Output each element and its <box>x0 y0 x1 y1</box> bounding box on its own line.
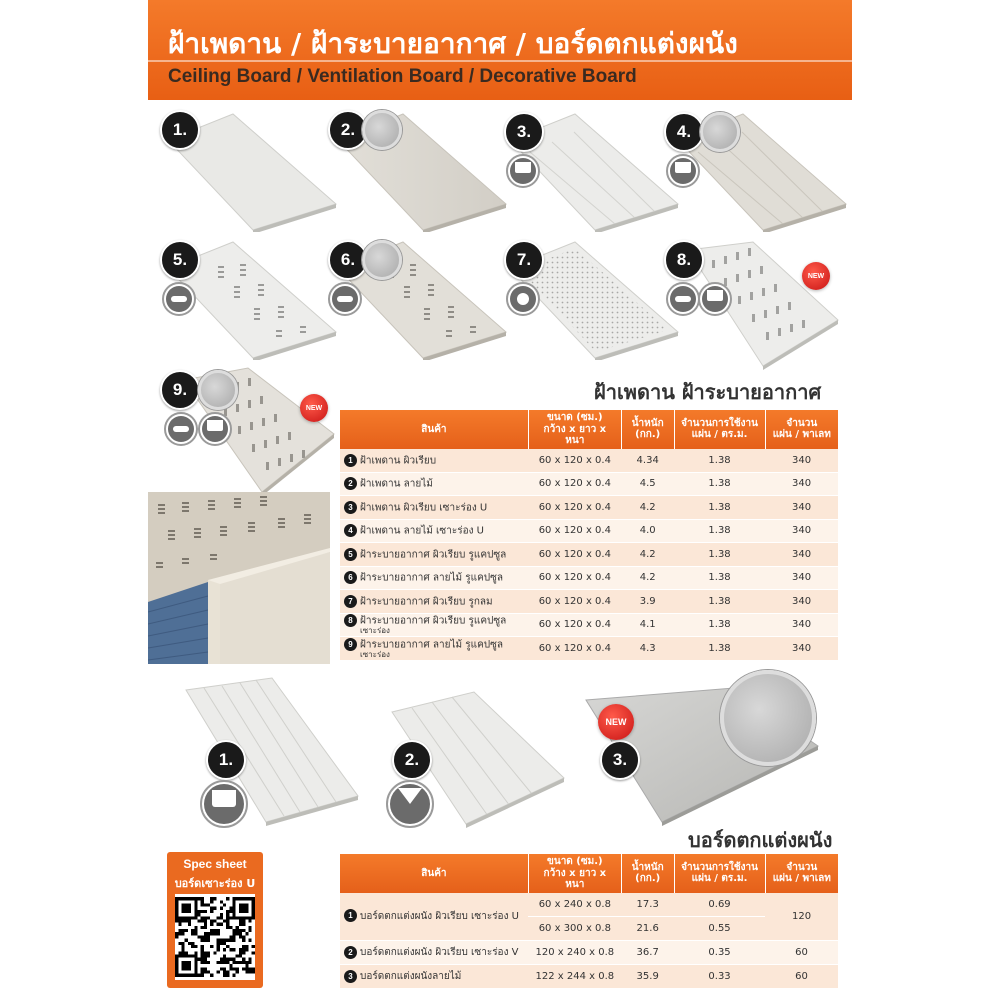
ceiling-spec-table <box>340 410 838 661</box>
weight-cell: 4.34 <box>621 449 674 473</box>
qty-cell: 60 <box>765 965 838 989</box>
col-header-qty <box>765 854 838 893</box>
weight-header-line2: (กก.) <box>635 873 661 885</box>
table-row <box>340 519 838 543</box>
row-number-badge: 2 <box>344 946 357 959</box>
table-row <box>340 590 838 614</box>
usage-cell: 1.38 <box>674 472 765 496</box>
size-cell: 60 x 120 x 0.4 <box>528 472 621 496</box>
size-cell: 60 x 300 x 0.8 <box>528 917 621 941</box>
usage-cell: 1.38 <box>674 613 765 637</box>
board-number-badge: 3. <box>504 112 544 152</box>
board-number-badge: 7. <box>504 240 544 280</box>
u-groove-icon <box>698 282 732 316</box>
board-number-badge: 2. <box>392 740 432 780</box>
new-badge: NEW <box>300 394 328 422</box>
capsule-hole-icon <box>162 282 196 316</box>
spec-sheet-subtitle: บอร์ดเซาะร่อง U <box>174 877 256 890</box>
table-row <box>340 566 838 590</box>
title-thai: ฝ้าเพดาน / ฝ้าระบายอากาศ / บอร์ดตกแต่งผนัง <box>168 27 738 60</box>
qty-cell: 340 <box>765 637 838 661</box>
product-cell <box>340 449 528 473</box>
qty-cell: 340 <box>765 566 838 590</box>
usage-cell: 0.69 <box>674 893 765 917</box>
row-number-badge: 2 <box>344 477 357 490</box>
table-row <box>340 496 838 520</box>
spec-sheet-box[interactable] <box>167 852 263 988</box>
weight-cell: 4.2 <box>621 543 674 567</box>
board-number-badge: 6. <box>328 240 368 280</box>
qty-cell: 340 <box>765 590 838 614</box>
col-header-weight <box>621 410 674 449</box>
spec-sheet-title: Spec sheet <box>183 857 247 871</box>
wood-texture-swatch <box>198 370 238 410</box>
board-number-badge: 8. <box>664 240 704 280</box>
qr-code[interactable] <box>175 894 255 980</box>
row-number-badge: 9 <box>344 638 357 651</box>
product-cell <box>340 965 528 989</box>
size-cell: 60 x 120 x 0.4 <box>528 519 621 543</box>
qty-cell: 340 <box>765 519 838 543</box>
usage-cell: 0.33 <box>674 965 765 989</box>
wood-texture-swatch <box>362 240 402 280</box>
size-cell: 120 x 240 x 0.8 <box>528 941 621 965</box>
weight-cell: 36.7 <box>621 941 674 965</box>
capsule-hole-icon <box>328 282 362 316</box>
table-row <box>340 613 838 637</box>
weight-header-line2: (กก.) <box>635 429 661 441</box>
usage-cell: 1.38 <box>674 543 765 567</box>
usage-cell: 0.55 <box>674 917 765 941</box>
wood-texture-swatch <box>362 110 402 150</box>
product-name: ฝ้าระบายอากาศ ลายไม้ รูแคปซูล <box>360 639 504 651</box>
board-number-badge: 3. <box>600 740 640 780</box>
u-groove-icon <box>506 154 540 188</box>
size-cell: 122 x 244 x 0.8 <box>528 965 621 989</box>
size-header-line2: กว้าง x ยาว x หนา <box>543 423 607 446</box>
title-english: Ceiling Board / Ventilation Board / Decorative Board <box>168 66 637 87</box>
product-name: ฝ้าเพดาน ผิวเรียบ เซาะร่อง U <box>360 502 488 514</box>
product-cell <box>340 543 528 567</box>
u-groove-icon <box>198 412 232 446</box>
weight-header-line1: น้ำหนัก <box>631 861 664 873</box>
wood-texture-swatch <box>720 670 816 766</box>
qty-cell: 340 <box>765 449 838 473</box>
row-number-badge: 1 <box>344 909 357 922</box>
row-number-badge: 7 <box>344 595 357 608</box>
col-header-size <box>528 410 621 449</box>
usage-cell: 0.35 <box>674 941 765 965</box>
weight-cell: 35.9 <box>621 965 674 989</box>
row-number-badge: 8 <box>344 614 357 627</box>
decorative-spec-table <box>340 854 838 989</box>
new-badge: NEW <box>598 704 634 740</box>
table-row <box>340 449 838 473</box>
installation-photo <box>148 492 330 664</box>
size-cell: 60 x 120 x 0.4 <box>528 543 621 567</box>
col-header-qty <box>765 410 838 449</box>
product-note: เซาะร่อง <box>360 626 390 636</box>
u-groove-icon <box>200 780 248 828</box>
weight-cell: 4.2 <box>621 566 674 590</box>
product-name: ฝ้าเพดาน ลายไม้ เซาะร่อง U <box>360 525 484 537</box>
col-header-usage <box>674 410 765 449</box>
product-name: ฝ้าระบายอากาศ ผิวเรียบ รูกลม <box>360 596 493 608</box>
size-header-line2: กว้าง x ยาว x หนา <box>543 867 607 890</box>
usage-cell: 1.38 <box>674 566 765 590</box>
weight-cell: 17.3 <box>621 893 674 917</box>
round-hole-icon <box>506 282 540 316</box>
col-header-usage <box>674 854 765 893</box>
product-note: เซาะร่อง <box>360 649 390 659</box>
qty-cell: 340 <box>765 543 838 567</box>
row-number-badge: 5 <box>344 548 357 561</box>
usage-header-line2: แผ่น / ตร.ม. <box>691 873 748 885</box>
size-cell: 60 x 120 x 0.4 <box>528 590 621 614</box>
table-row <box>340 637 838 661</box>
usage-cell: 1.38 <box>674 519 765 543</box>
col-header-product: สินค้า <box>340 854 528 893</box>
col-header-product: สินค้า <box>340 410 528 449</box>
board-number-badge: 4. <box>664 112 704 152</box>
size-cell: 60 x 240 x 0.8 <box>528 893 621 917</box>
board-number-badge: 9. <box>160 370 200 410</box>
row-number-badge: 3 <box>344 501 357 514</box>
weight-cell: 4.1 <box>621 613 674 637</box>
qty-cell: 340 <box>765 613 838 637</box>
product-cell <box>340 519 528 543</box>
product-name: ฝ้าเพดาน ลายไม้ <box>360 478 433 490</box>
qty-header-line2: แผ่น / พาเลท <box>772 429 831 441</box>
row-number-badge: 1 <box>344 454 357 467</box>
row-number-badge: 6 <box>344 571 357 584</box>
usage-cell: 1.38 <box>674 590 765 614</box>
product-name: บอร์ดตกแต่งผนัง ผิวเรียบ เซาะร่อง U <box>360 910 519 922</box>
product-cell <box>340 496 528 520</box>
qty-cell: 60 <box>765 941 838 965</box>
qty-cell: 120 <box>765 893 838 941</box>
product-name: บอร์ดตกแต่งผนังลายไม้ <box>360 971 462 982</box>
table-row <box>340 893 838 917</box>
product-cell <box>340 472 528 496</box>
page-header <box>148 0 852 100</box>
u-groove-icon <box>666 154 700 188</box>
product-cell <box>340 590 528 614</box>
size-cell: 60 x 120 x 0.4 <box>528 613 621 637</box>
product-cell <box>340 941 528 965</box>
usage-header-line2: แผ่น / ตร.ม. <box>691 429 748 441</box>
usage-cell: 1.38 <box>674 496 765 520</box>
size-header-line1: ขนาด (ซม.) <box>547 856 603 867</box>
product-cell <box>340 893 528 941</box>
wood-texture-swatch <box>700 112 740 152</box>
weight-cell: 4.2 <box>621 496 674 520</box>
qty-cell: 340 <box>765 472 838 496</box>
row-number-badge: 4 <box>344 524 357 537</box>
product-name: ฝ้าเพดาน ผิวเรียบ <box>360 455 437 466</box>
product-name: ฝ้าระบายอากาศ ผิวเรียบ รูแคปซูล <box>360 615 507 627</box>
qty-cell: 340 <box>765 496 838 520</box>
table-row <box>340 941 838 965</box>
row-number-badge: 3 <box>344 970 357 983</box>
weight-header-line1: น้ำหนัก <box>631 417 664 429</box>
table-row <box>340 965 838 989</box>
col-header-size <box>528 854 621 893</box>
usage-cell: 1.38 <box>674 449 765 473</box>
qty-header-line2: แผ่น / พาเลท <box>772 873 831 885</box>
product-name: บอร์ดตกแต่งผนัง ผิวเรียบ เซาะร่อง V <box>360 947 519 958</box>
size-cell: 60 x 120 x 0.4 <box>528 637 621 661</box>
col-header-weight <box>621 854 674 893</box>
qty-header-line1: จำนวน <box>786 861 818 873</box>
product-name: ฝ้าระบายอากาศ ผิวเรียบ รูแคปซูล <box>360 549 507 561</box>
usage-header-line1: จำนวนการใช้งาน <box>681 417 758 429</box>
product-name: ฝ้าระบายอากาศ ลายไม้ รูแคปซูล <box>360 572 504 584</box>
decorative-section-title: บอร์ดตกแต่งผนัง <box>688 828 833 852</box>
usage-header-line1: จำนวนการใช้งาน <box>681 861 758 873</box>
weight-cell: 4.5 <box>621 472 674 496</box>
size-cell: 60 x 120 x 0.4 <box>528 449 621 473</box>
product-cell <box>340 566 528 590</box>
v-groove-icon <box>386 780 434 828</box>
board-number-badge: 2. <box>328 110 368 150</box>
ceiling-section-title: ฝ้าเพดาน ฝ้าระบายอากาศ <box>594 380 822 404</box>
usage-cell: 1.38 <box>674 637 765 661</box>
board-number-badge: 1. <box>160 110 200 150</box>
weight-cell: 21.6 <box>621 917 674 941</box>
size-cell: 60 x 120 x 0.4 <box>528 566 621 590</box>
weight-cell: 3.9 <box>621 590 674 614</box>
size-header-line1: ขนาด (ซม.) <box>547 412 603 423</box>
board-number-badge: 1. <box>206 740 246 780</box>
qty-header-line1: จำนวน <box>786 417 818 429</box>
table-row <box>340 543 838 567</box>
header-divider <box>148 60 852 62</box>
product-cell <box>340 613 528 637</box>
capsule-hole-icon <box>164 412 198 446</box>
capsule-hole-icon <box>666 282 700 316</box>
board-number-badge: 5. <box>160 240 200 280</box>
table-row <box>340 472 838 496</box>
weight-cell: 4.3 <box>621 637 674 661</box>
product-cell <box>340 637 528 661</box>
weight-cell: 4.0 <box>621 519 674 543</box>
size-cell: 60 x 120 x 0.4 <box>528 496 621 520</box>
new-badge: NEW <box>802 262 830 290</box>
